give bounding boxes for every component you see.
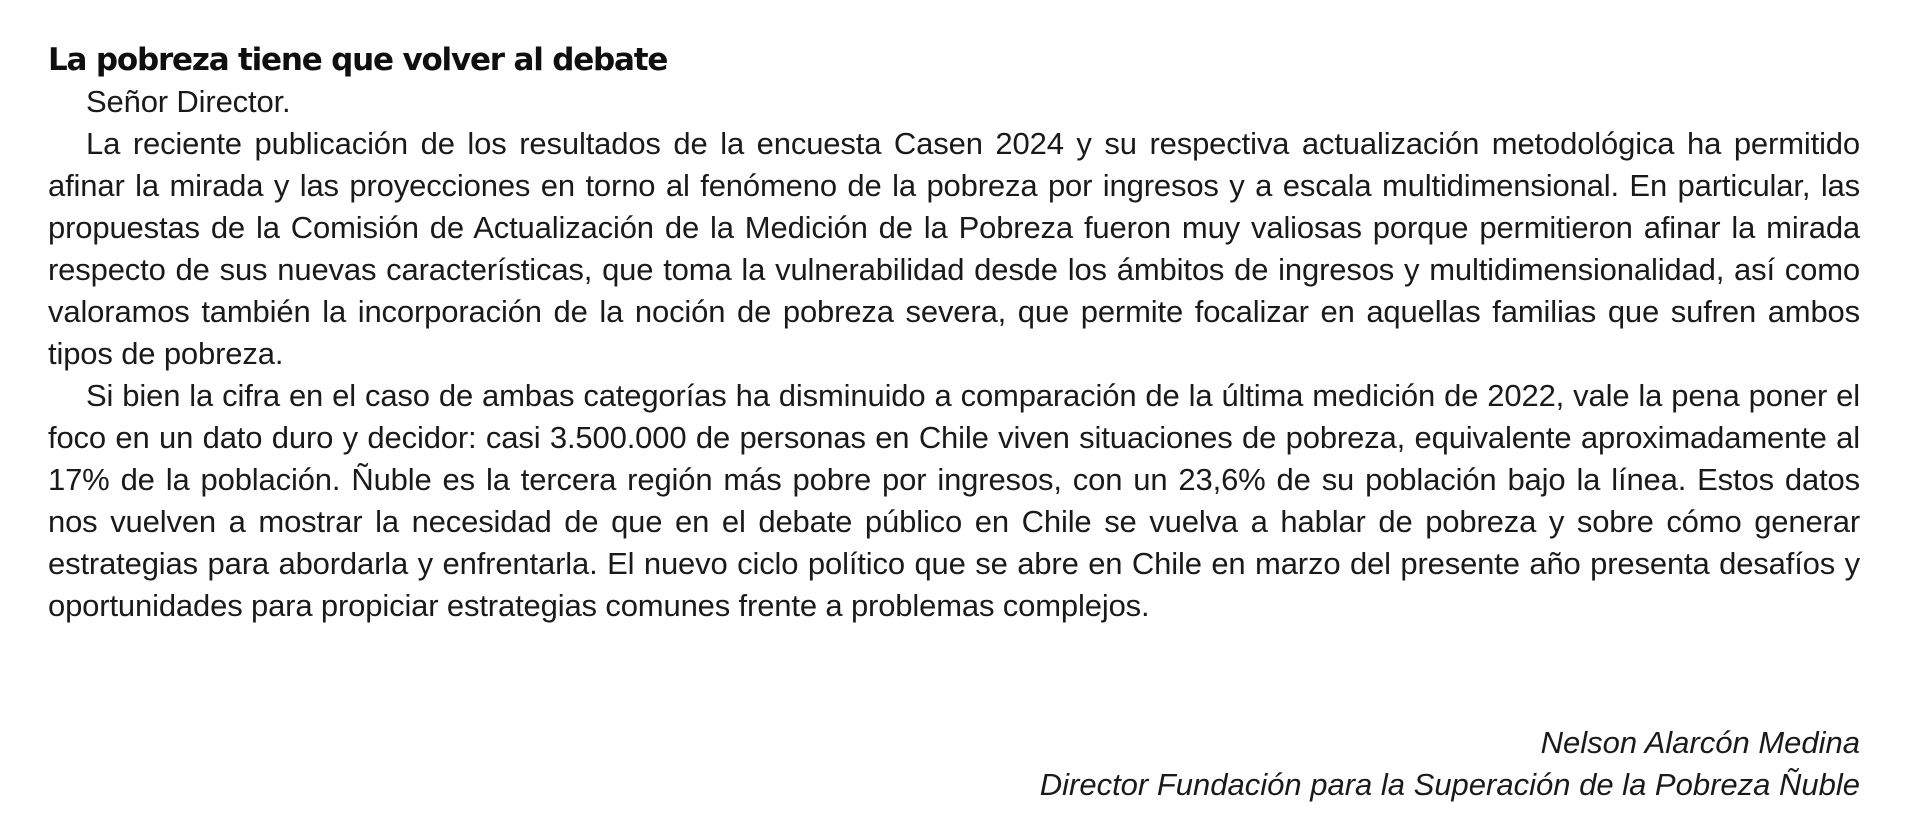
paragraph-2: Si bien la cifra en el caso de ambas categorías ha disminuido a comparación de la última medición de 2022, vale la pena poner el foco en un dato duro y decidor: casi 3.500.000 de personas en Chile viven situaciones de pobreza, equivalente aproximadamente al 17% de la población. Ñuble es la tercera región más pobre por ingresos, con un 23,6% de su población bajo la línea. Estos datos nos vuelven a mostrar la necesidad de que en el debate público en Chile se vuelva a hablar de pobreza y sobre cómo generar estrategias para abordarla y enfrentarla. El nuevo ciclo político que se abre en Chile en marzo del presente año presenta desafíos y oportunidades para propiciar estrategias comunes frente a problemas complejos. (48, 378, 1860, 623)
author-name: Nelson Alarcón Medina (1540, 725, 1860, 760)
salutation: Señor Director. (86, 84, 291, 119)
letter-to-editor (48, 40, 1860, 627)
article-headline: La pobreza tiene que volver al debate (48, 42, 668, 78)
author-title: Director Fundación para la Superación de la Pobreza Ñuble (1039, 767, 1860, 802)
article-body (48, 81, 1860, 627)
paragraph-1: La reciente publicación de los resultados de la encuesta Casen 2024 y su respectiva actualización metodológica ha permitido afinar la mirada y las proyecciones en torno al fenómeno de la pobreza por ingresos y a escala multidimensional. En particular, las propuestas de la Comisión de Actualización de la Medición de la Pobreza fueron muy valiosas porque permitieron afinar la mirada respecto de sus nuevas características, que toma la vulnerabilidad desde los ámbitos de ingresos y multidimensionalidad, así como valoramos también la incorporación de la noción de pobreza severa, que permite focalizar en aquellas familias que sufren ambos tipos de pobreza. (48, 126, 1860, 371)
signature-block (1040, 722, 1860, 806)
